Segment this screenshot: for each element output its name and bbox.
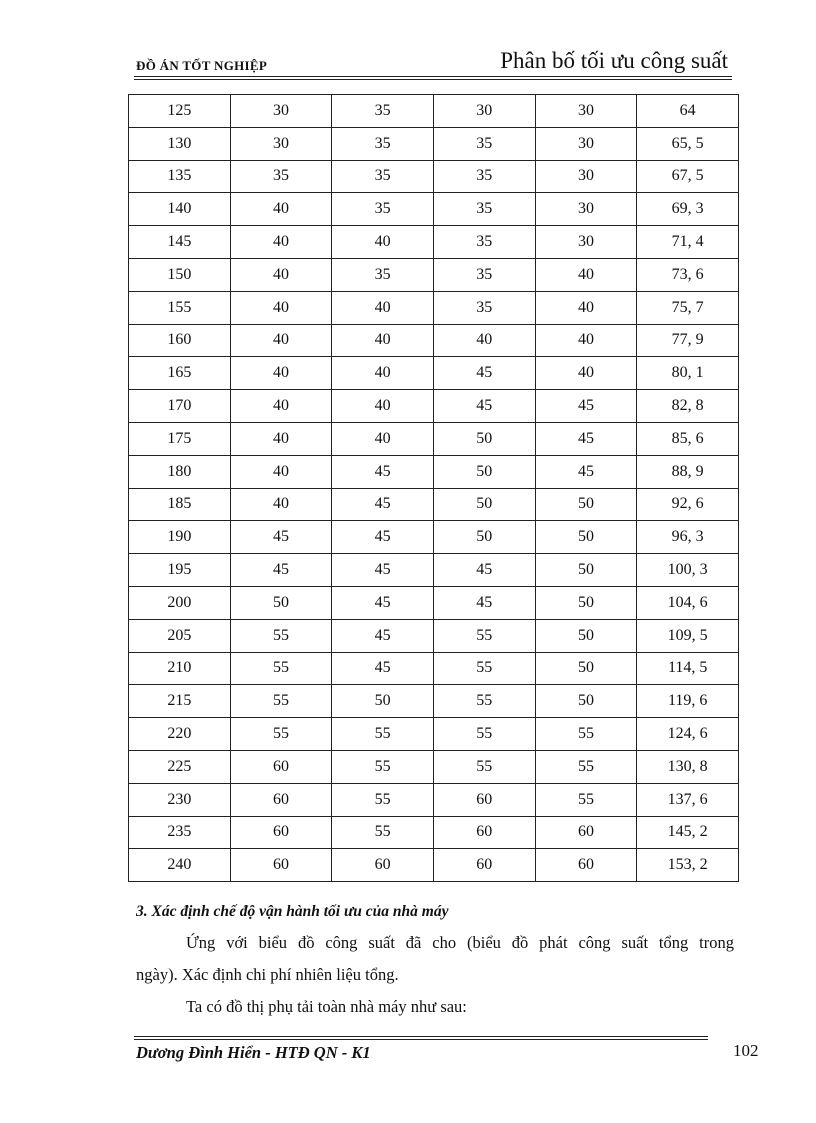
table-cell: 40: [332, 226, 434, 259]
table-row: [129, 193, 739, 226]
table-cell: 40: [535, 258, 637, 291]
table-cell: 30: [535, 226, 637, 259]
table-row: [129, 652, 739, 685]
table-cell: 60: [535, 816, 637, 849]
table-cell: 100, 3: [637, 554, 739, 587]
paragraph-line-2: ngày). Xác định chi phí nhiên liệu tổng.: [136, 965, 399, 984]
table-cell: 40: [230, 455, 332, 488]
table-cell: 80, 1: [637, 357, 739, 390]
table-cell: 45: [535, 455, 637, 488]
table-cell: 45: [332, 619, 434, 652]
table-cell: 175: [129, 422, 231, 455]
table-cell: 55: [433, 619, 535, 652]
table-cell: 137, 6: [637, 783, 739, 816]
table-cell: 135: [129, 160, 231, 193]
table-cell: 55: [230, 685, 332, 718]
table-cell: 60: [535, 849, 637, 882]
table-cell: 153, 2: [637, 849, 739, 882]
table-row: [129, 390, 739, 423]
table-row: [129, 226, 739, 259]
table-row: [129, 783, 739, 816]
table-row: [129, 357, 739, 390]
header-divider: [134, 76, 732, 77]
table-cell: 170: [129, 390, 231, 423]
table-cell: 130: [129, 127, 231, 160]
table-cell: 114, 5: [637, 652, 739, 685]
table-cell: 50: [332, 685, 434, 718]
table-cell: 160: [129, 324, 231, 357]
table-cell: 30: [433, 95, 535, 128]
table-row: [129, 685, 739, 718]
table-body: [129, 95, 739, 882]
table-cell: 30: [230, 95, 332, 128]
table-cell: 140: [129, 193, 231, 226]
table-cell: 50: [535, 586, 637, 619]
footer-divider-secondary: [134, 1039, 708, 1040]
table-cell: 55: [230, 718, 332, 751]
table-cell: 45: [332, 586, 434, 619]
table-cell: 88, 9: [637, 455, 739, 488]
table-cell: 55: [332, 750, 434, 783]
table-cell: 50: [535, 554, 637, 587]
table-cell: 40: [433, 324, 535, 357]
table-cell: 45: [230, 554, 332, 587]
table-cell: 235: [129, 816, 231, 849]
table-row: [129, 422, 739, 455]
table-cell: 55: [433, 685, 535, 718]
table-cell: 220: [129, 718, 231, 751]
table-cell: 55: [332, 816, 434, 849]
table-row: [129, 160, 739, 193]
table-cell: 55: [230, 652, 332, 685]
table-cell: 145: [129, 226, 231, 259]
table-cell: 35: [433, 258, 535, 291]
table-cell: 190: [129, 521, 231, 554]
table-cell: 40: [230, 258, 332, 291]
table-cell: 230: [129, 783, 231, 816]
table-row: [129, 521, 739, 554]
table-cell: 40: [332, 291, 434, 324]
table-cell: 60: [433, 783, 535, 816]
table-cell: 45: [332, 488, 434, 521]
table-cell: 35: [433, 291, 535, 324]
table-cell: 35: [332, 160, 434, 193]
table-cell: 82, 8: [637, 390, 739, 423]
table-cell: 69, 3: [637, 193, 739, 226]
table-cell: 50: [535, 521, 637, 554]
table-cell: 67, 5: [637, 160, 739, 193]
table-cell: 55: [332, 718, 434, 751]
table-cell: 35: [332, 193, 434, 226]
table-row: [129, 258, 739, 291]
table-cell: 119, 6: [637, 685, 739, 718]
table-cell: 96, 3: [637, 521, 739, 554]
table-cell: 50: [433, 455, 535, 488]
table-cell: 210: [129, 652, 231, 685]
table-cell: 45: [433, 357, 535, 390]
table-cell: 104, 6: [637, 586, 739, 619]
table-cell: 71, 4: [637, 226, 739, 259]
table-cell: 125: [129, 95, 231, 128]
table-cell: 45: [535, 422, 637, 455]
table-cell: 40: [332, 357, 434, 390]
table-cell: 55: [230, 619, 332, 652]
table-cell: 50: [535, 619, 637, 652]
table-cell: 40: [332, 390, 434, 423]
table-row: [129, 750, 739, 783]
table-cell: 185: [129, 488, 231, 521]
table-row: [129, 127, 739, 160]
table-cell: 225: [129, 750, 231, 783]
table-cell: 55: [433, 750, 535, 783]
table-cell: 45: [332, 521, 434, 554]
table-cell: 180: [129, 455, 231, 488]
table-cell: 40: [230, 488, 332, 521]
table-cell: 75, 7: [637, 291, 739, 324]
table-cell: 30: [230, 127, 332, 160]
table-row: [129, 849, 739, 882]
table-row: [129, 816, 739, 849]
table-row: [129, 619, 739, 652]
table-row: [129, 554, 739, 587]
table-cell: 124, 6: [637, 718, 739, 751]
table-cell: 55: [433, 718, 535, 751]
table-cell: 40: [230, 324, 332, 357]
table-cell: 145, 2: [637, 816, 739, 849]
table-cell: 45: [230, 521, 332, 554]
table-cell: 60: [433, 849, 535, 882]
table-cell: 215: [129, 685, 231, 718]
table-cell: 60: [230, 849, 332, 882]
table-cell: 50: [433, 488, 535, 521]
table-cell: 73, 6: [637, 258, 739, 291]
table-cell: 109, 5: [637, 619, 739, 652]
table-cell: 205: [129, 619, 231, 652]
table-row: [129, 95, 739, 128]
table-cell: 60: [433, 816, 535, 849]
table-cell: 40: [230, 226, 332, 259]
table-cell: 165: [129, 357, 231, 390]
table-cell: 45: [433, 586, 535, 619]
table-cell: 60: [230, 750, 332, 783]
header-divider-secondary: [134, 79, 732, 80]
table-cell: 35: [433, 160, 535, 193]
table-cell: 30: [535, 160, 637, 193]
table-cell: 35: [332, 258, 434, 291]
section-heading: 3. Xác định chế độ vận hành tối ưu của nhà máy: [136, 903, 449, 920]
table-cell: 40: [535, 357, 637, 390]
table-cell: 60: [230, 783, 332, 816]
table-cell: 50: [433, 422, 535, 455]
table-cell: 55: [535, 750, 637, 783]
table-row: [129, 586, 739, 619]
footer-author: Dương Đình Hiển - HTĐ QN - K1: [136, 1043, 371, 1062]
table-cell: 35: [433, 226, 535, 259]
table-cell: 45: [535, 390, 637, 423]
table-cell: 64: [637, 95, 739, 128]
table-row: [129, 291, 739, 324]
power-distribution-table: [128, 94, 739, 882]
header-chapter-title: Phân bố tối ưu công suất: [500, 48, 728, 73]
table-cell: 55: [332, 783, 434, 816]
table-cell: 40: [230, 422, 332, 455]
table-cell: 30: [535, 127, 637, 160]
table-cell: 40: [230, 390, 332, 423]
table-row: [129, 488, 739, 521]
table-cell: 40: [230, 291, 332, 324]
table-cell: 50: [535, 652, 637, 685]
table-cell: 65, 5: [637, 127, 739, 160]
table-cell: 55: [535, 783, 637, 816]
table-cell: 55: [433, 652, 535, 685]
page-number: 102: [733, 1041, 759, 1060]
table-row: [129, 455, 739, 488]
table-cell: 92, 6: [637, 488, 739, 521]
table-cell: 30: [535, 95, 637, 128]
header-doc-type: ĐỒ ÁN TỐT NGHIỆP: [136, 58, 268, 73]
table-cell: 40: [332, 422, 434, 455]
table-cell: 35: [230, 160, 332, 193]
table-cell: 77, 9: [637, 324, 739, 357]
footer-divider: [134, 1036, 708, 1037]
table-cell: 130, 8: [637, 750, 739, 783]
table-cell: 200: [129, 586, 231, 619]
table-cell: 195: [129, 554, 231, 587]
table-cell: 60: [332, 849, 434, 882]
table-cell: 40: [230, 193, 332, 226]
table-cell: 150: [129, 258, 231, 291]
table-cell: 45: [332, 554, 434, 587]
table-cell: 45: [433, 390, 535, 423]
table-cell: 35: [332, 127, 434, 160]
table-cell: 35: [433, 127, 535, 160]
table-cell: 50: [535, 488, 637, 521]
table-row: [129, 718, 739, 751]
table-cell: 45: [433, 554, 535, 587]
table-cell: 35: [332, 95, 434, 128]
table-cell: 45: [332, 652, 434, 685]
table-cell: 55: [535, 718, 637, 751]
table-cell: 50: [433, 521, 535, 554]
table-cell: 50: [230, 586, 332, 619]
table-cell: 45: [332, 455, 434, 488]
table-cell: 40: [332, 324, 434, 357]
table-cell: 35: [433, 193, 535, 226]
table-cell: 60: [230, 816, 332, 849]
paragraph-line-1: Ứng với biểu đồ công suất đã cho (biểu đồ phát công suất tổng trong: [186, 933, 734, 952]
paragraph-line-3: Ta có đồ thị phụ tải toàn nhà máy như sau:: [186, 997, 467, 1016]
table-cell: 240: [129, 849, 231, 882]
table-cell: 50: [535, 685, 637, 718]
table-cell: 40: [535, 291, 637, 324]
table-row: [129, 324, 739, 357]
table-cell: 30: [535, 193, 637, 226]
table-cell: 85, 6: [637, 422, 739, 455]
table-cell: 155: [129, 291, 231, 324]
table-cell: 40: [535, 324, 637, 357]
table-cell: 40: [230, 357, 332, 390]
